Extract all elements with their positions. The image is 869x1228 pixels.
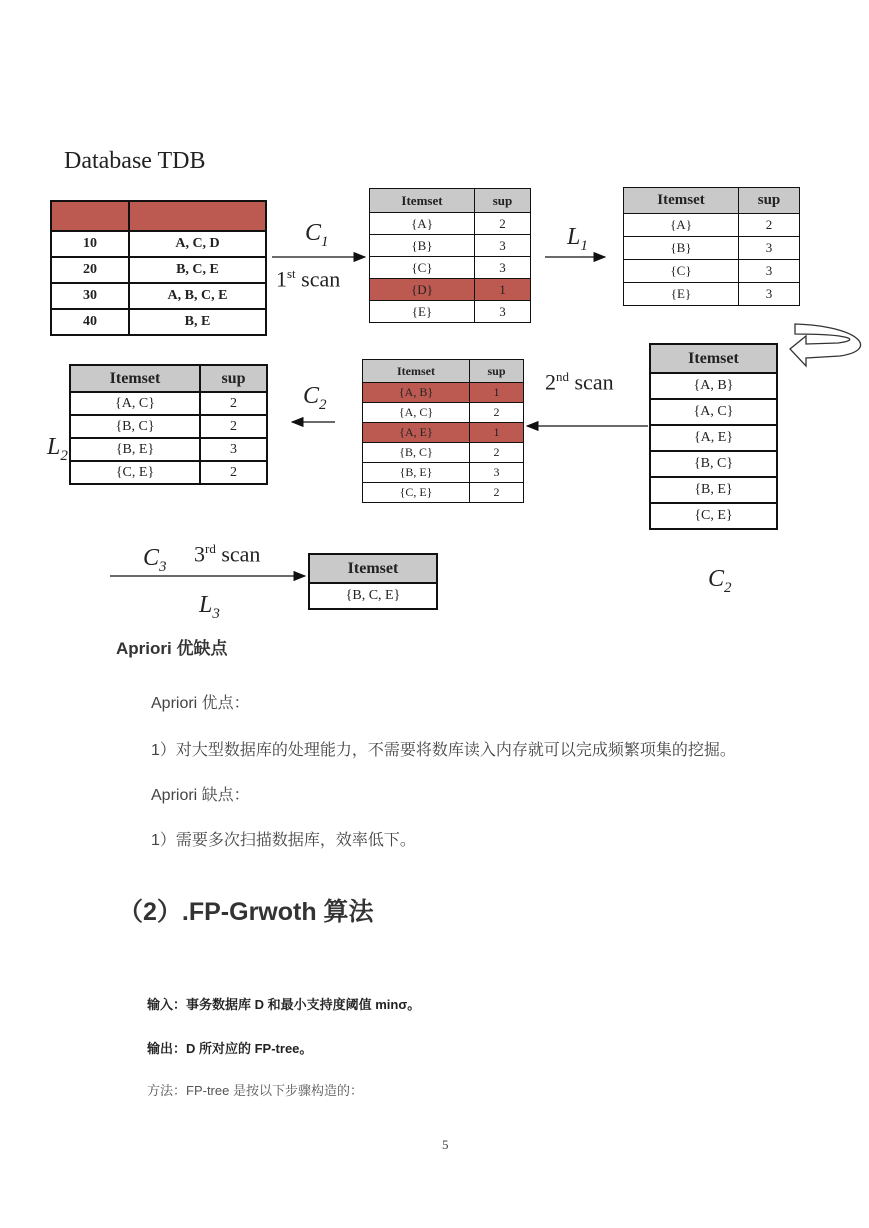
c2-sup: 2 — [470, 483, 524, 503]
c2-header-sup: sup — [470, 360, 524, 383]
pros-title: Apriori 优点： — [151, 695, 250, 712]
c1-sup: 3 — [475, 301, 531, 323]
tdb-items: A, B, C, E — [129, 283, 266, 309]
c1-header-itemset: Itemset — [370, 189, 475, 213]
l1-sup: 2 — [739, 214, 800, 237]
tdb-items: B, C, E — [129, 257, 266, 283]
c2-sup: 1 — [470, 423, 524, 443]
c2-itemset: {A, B} — [363, 383, 470, 403]
c3-table — [308, 553, 438, 610]
database-title: Database TDB — [64, 148, 206, 174]
l2-itemset: {C, E} — [70, 461, 200, 484]
c2-list-header: Itemset — [650, 344, 777, 373]
c1-sup: 1 — [475, 279, 531, 301]
l1-itemset: {C} — [624, 260, 739, 283]
c2-itemset: {B, E} — [363, 463, 470, 483]
c1-itemset: {E} — [370, 301, 475, 323]
scan1-label: 1st scan — [276, 266, 341, 292]
c2-list-itemset: {B, C} — [650, 451, 777, 477]
method-line: 方法：FP-tree 是按以下步骤构造的： — [147, 1083, 363, 1098]
c1-sup: 3 — [475, 235, 531, 257]
l2-sup: 2 — [200, 461, 267, 484]
cons-item: 1）需要多次扫描数据库，效率低下。 — [151, 832, 416, 849]
c2-list-itemset: {A, B} — [650, 373, 777, 399]
c2-itemset: {A, C} — [363, 403, 470, 423]
l1-itemset: {E} — [624, 283, 739, 306]
l2-itemset: {A, C} — [70, 392, 200, 415]
input-line: 输入：事务数据库 D 和最小支持度阈值 minσ。 — [147, 997, 421, 1012]
c1-header-sup: sup — [475, 189, 531, 213]
c2-header-itemset: Itemset — [363, 360, 470, 383]
l2-header-sup: sup — [200, 365, 267, 392]
c3-itemset: {B, C, E} — [309, 583, 437, 609]
l1-itemset: {A} — [624, 214, 739, 237]
tdb-items: A, C, D — [129, 231, 266, 257]
l2-sup: 2 — [200, 392, 267, 415]
l2-header-itemset: Itemset — [70, 365, 200, 392]
cons-title: Apriori 缺点： — [151, 787, 250, 804]
c2-sup: 2 — [470, 443, 524, 463]
c2-table — [362, 359, 524, 503]
scan2-label: 2nd scan — [545, 369, 614, 395]
l2-itemset: {B, C} — [70, 415, 200, 438]
c3-label: $C_3$ — [143, 545, 167, 575]
page-number: 5 — [442, 1137, 449, 1152]
output-line: 输出：D 所对应的 FP-tree。 — [147, 1041, 313, 1056]
l1-sup: 3 — [739, 237, 800, 260]
c2-itemset: {B, C} — [363, 443, 470, 463]
c2-list-itemset: {B, E} — [650, 477, 777, 503]
c2-list-label: $C_2$ — [708, 566, 732, 596]
tdb-tid: 20 — [51, 257, 129, 283]
section-heading: Apriori 优缺点 — [116, 639, 228, 658]
l1-label: $L_1$ — [567, 224, 588, 254]
l2-table — [69, 364, 268, 485]
curved-return-arrow — [790, 324, 861, 366]
c2-sup: 2 — [470, 403, 524, 423]
c2-list-itemset: {A, C} — [650, 399, 777, 425]
c2-sup: 3 — [470, 463, 524, 483]
fp-growth-heading: （2）.FP-Grwoth 算法 — [118, 898, 374, 926]
l2-label: $L_2$ — [47, 434, 68, 464]
pros-item: 1）对大型数据库的处理能力，不需要将数库读入内存就可以完成频繁项集的挖掘。 — [151, 742, 736, 759]
l1-sup: 3 — [739, 260, 800, 283]
c1-sup: 2 — [475, 213, 531, 235]
tdb-tid: 30 — [51, 283, 129, 309]
c2-arrow-label: $C_2$ — [303, 383, 327, 413]
c1-sup: 3 — [475, 257, 531, 279]
l1-sup: 3 — [739, 283, 800, 306]
c2-itemset: {C, E} — [363, 483, 470, 503]
tdb-tid: 10 — [51, 231, 129, 257]
tdb-items: B, E — [129, 309, 266, 335]
tdb-tid: 40 — [51, 309, 129, 335]
c2-itemset: {A, E} — [363, 423, 470, 443]
l2-itemset: {B, E} — [70, 438, 200, 461]
l1-itemset: {B} — [624, 237, 739, 260]
l3-label: $L_3$ — [199, 592, 220, 622]
l1-header-itemset: Itemset — [624, 188, 739, 214]
c2-sup: 1 — [470, 383, 524, 403]
c1-itemset: {A} — [370, 213, 475, 235]
c1-itemset: {D} — [370, 279, 475, 301]
scan3-label: 3rd scan — [194, 541, 261, 567]
c2-list-itemset: {C, E} — [650, 503, 777, 529]
c2-list-itemset: {A, E} — [650, 425, 777, 451]
l2-sup: 3 — [200, 438, 267, 461]
c1-itemset: {B} — [370, 235, 475, 257]
c1-itemset: {C} — [370, 257, 475, 279]
c1-label: $C_1$ — [305, 220, 329, 250]
l1-header-sup: sup — [739, 188, 800, 214]
c3-header: Itemset — [309, 554, 437, 583]
l2-sup: 2 — [200, 415, 267, 438]
c2-list-table — [649, 343, 778, 530]
